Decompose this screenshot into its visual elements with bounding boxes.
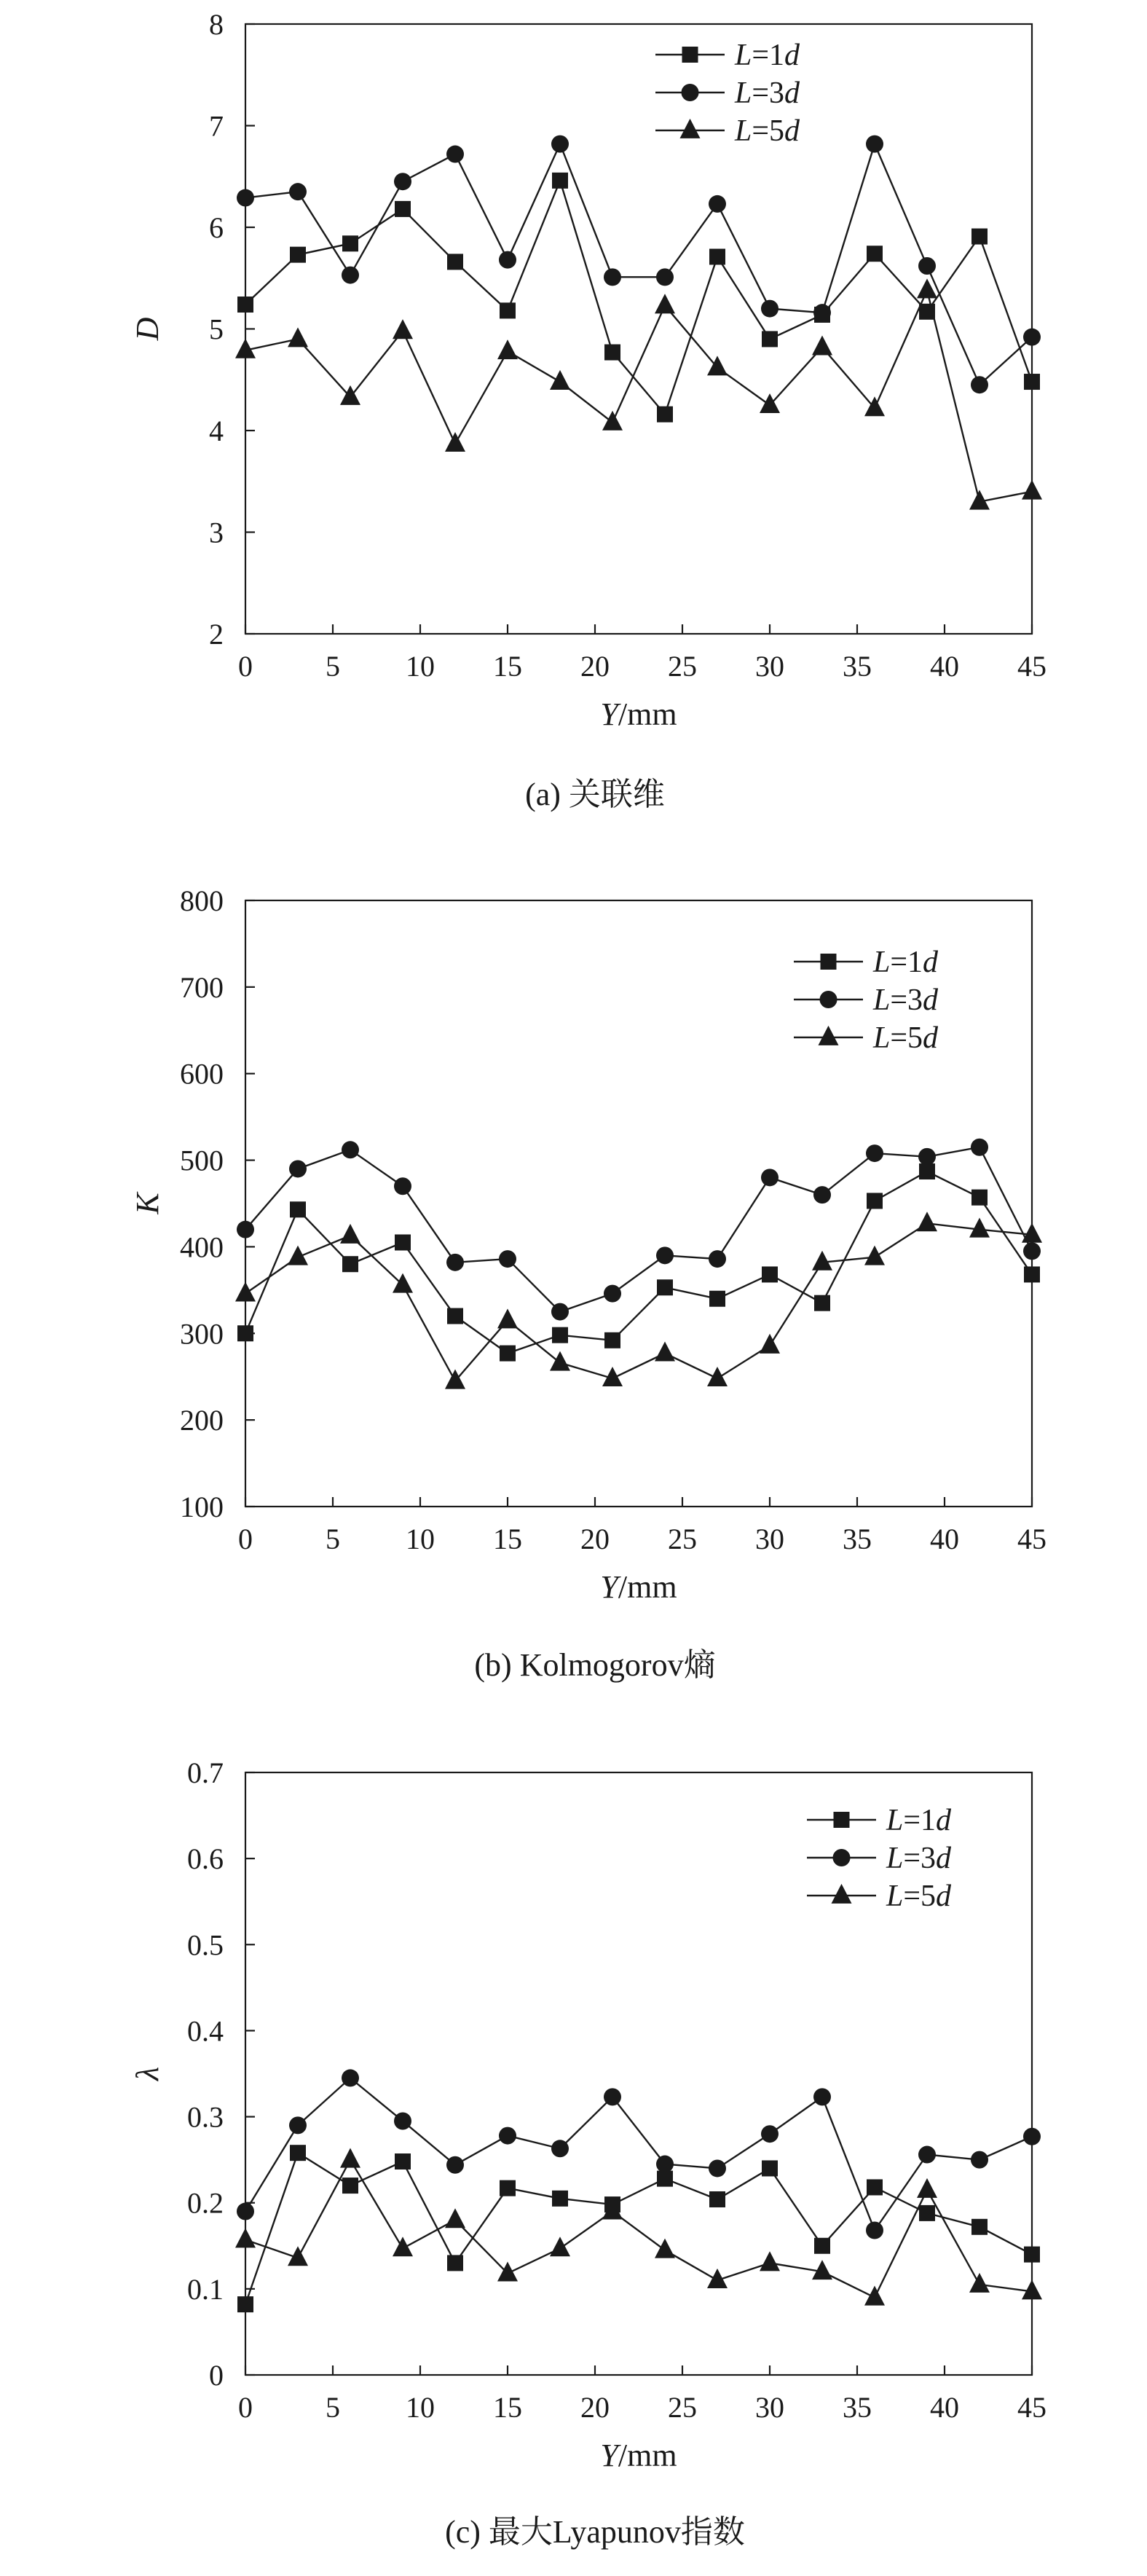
data-point <box>813 1186 831 1203</box>
data-point <box>709 1250 726 1268</box>
data-point <box>814 1295 830 1311</box>
data-point <box>289 1160 307 1177</box>
y-axis-title: λ <box>130 2066 165 2081</box>
data-point <box>656 1246 674 1264</box>
data-point <box>288 327 308 347</box>
x-tick-label: 40 <box>930 650 959 683</box>
legend-label: L=3d <box>886 1842 952 1875</box>
chart-caption: (b) Kolmogorov熵 <box>474 1647 716 1683</box>
data-point <box>551 2140 569 2157</box>
y-tick-label: 6 <box>209 211 224 244</box>
data-point <box>290 247 306 263</box>
series-square <box>237 2145 1040 2312</box>
chart-caption: (a) 关联维 <box>525 777 665 812</box>
x-tick-label: 25 <box>668 650 697 683</box>
data-point <box>866 136 883 153</box>
series-square <box>237 1163 1040 1362</box>
data-point <box>971 376 988 393</box>
data-point <box>762 331 778 347</box>
series-line <box>245 144 1032 385</box>
data-point <box>235 2228 256 2247</box>
y-tick-label: 3 <box>209 516 224 549</box>
data-point <box>552 1327 568 1343</box>
y-tick-label: 5 <box>209 313 224 346</box>
y-axis-title: K <box>130 1193 165 1214</box>
data-point <box>500 2180 516 2196</box>
data-point <box>394 1177 411 1195</box>
legend <box>807 1804 952 1913</box>
data-point <box>602 411 623 431</box>
x-tick-label: 40 <box>930 1523 959 1555</box>
x-tick-label: 20 <box>580 1523 610 1555</box>
data-point <box>1023 1242 1041 1260</box>
data-point <box>289 2116 307 2134</box>
data-point <box>393 1273 413 1293</box>
data-point <box>446 146 464 163</box>
y-axis-title: D <box>130 317 165 341</box>
data-point <box>866 1144 883 1162</box>
data-point <box>655 2239 675 2258</box>
y-tick-label: 0.1 <box>187 2272 224 2306</box>
data-point <box>446 2156 464 2174</box>
data-point <box>500 1346 516 1362</box>
data-point <box>500 302 516 318</box>
data-point <box>550 2237 570 2256</box>
y-tick-label: 0.4 <box>187 2014 224 2048</box>
data-point <box>393 2237 413 2256</box>
data-point <box>550 1351 570 1371</box>
x-tick-label: 10 <box>406 1523 435 1555</box>
data-point <box>918 2146 936 2164</box>
legend-marker <box>832 1884 852 1904</box>
y-tick-label: 0.3 <box>187 2100 224 2134</box>
data-point <box>1022 1223 1042 1243</box>
data-point <box>552 2191 568 2207</box>
data-point <box>918 257 936 275</box>
chart-panel-1 <box>130 8 1047 812</box>
data-point <box>237 1221 254 1238</box>
data-point <box>445 432 465 452</box>
data-point <box>1024 374 1040 390</box>
data-point <box>342 267 359 284</box>
legend-marker <box>682 84 699 101</box>
data-point <box>237 2296 253 2312</box>
data-point <box>497 339 518 359</box>
data-point <box>497 2261 518 2281</box>
x-tick-label: 45 <box>1017 650 1047 683</box>
data-point <box>447 2255 463 2271</box>
data-point <box>1023 329 1041 346</box>
chart-caption: (c) 最大Lyapunov指数 <box>445 2514 745 2550</box>
data-point <box>340 1224 360 1244</box>
legend-marker <box>834 1812 850 1828</box>
x-tick-label: 30 <box>755 2391 784 2424</box>
data-point <box>1023 2128 1041 2145</box>
data-point <box>812 1251 832 1271</box>
series-line <box>245 2153 1032 2304</box>
data-point <box>290 2145 306 2161</box>
y-tick-label: 0.2 <box>187 2186 224 2220</box>
data-point <box>604 1332 620 1348</box>
data-point <box>709 2159 726 2177</box>
data-point <box>604 268 621 286</box>
y-tick-label: 2 <box>209 618 224 651</box>
x-axis-title: Y/mm <box>600 1569 677 1605</box>
data-point <box>761 1169 779 1186</box>
y-tick-label: 7 <box>209 109 224 143</box>
data-point <box>655 1342 675 1362</box>
y-tick-label: 200 <box>180 1404 224 1437</box>
data-point <box>657 407 673 423</box>
y-tick-label: 100 <box>180 1491 224 1523</box>
data-point <box>550 370 570 390</box>
data-point <box>604 1285 621 1303</box>
data-point <box>393 319 413 339</box>
plot-frame <box>245 24 1032 634</box>
data-point <box>814 2238 830 2254</box>
data-point <box>656 268 674 286</box>
y-tick-label: 4 <box>209 415 224 447</box>
y-tick-label: 0 <box>209 2359 224 2392</box>
data-point <box>604 2088 621 2105</box>
legend-marker <box>833 1849 851 1866</box>
data-point <box>237 1325 253 1341</box>
data-point <box>867 246 883 262</box>
data-point <box>971 2219 988 2235</box>
data-point <box>342 2069 359 2086</box>
y-tick-label: 700 <box>180 970 224 1004</box>
data-point <box>394 173 411 190</box>
data-point <box>551 136 569 153</box>
x-tick-label: 10 <box>406 650 435 683</box>
data-point <box>971 1139 988 1156</box>
x-tick-label: 30 <box>755 650 784 683</box>
data-point <box>918 1148 936 1166</box>
legend-marker <box>820 991 837 1008</box>
data-point <box>395 1234 411 1250</box>
series-line <box>245 1223 1032 1381</box>
legend-label: L=5d <box>886 1880 952 1913</box>
legend-marker <box>680 119 701 138</box>
x-axis-title: Y/mm <box>600 696 677 732</box>
x-tick-label: 15 <box>493 1523 522 1555</box>
data-point <box>969 2273 990 2293</box>
chart-panel-3 <box>130 1756 1047 2550</box>
data-point <box>499 2127 516 2145</box>
data-point <box>237 189 254 207</box>
legend-label: L=5d <box>873 1021 939 1055</box>
data-point <box>971 2151 988 2169</box>
data-point <box>761 2125 779 2143</box>
x-tick-label: 0 <box>238 1523 253 1555</box>
y-tick-label: 800 <box>180 884 224 917</box>
series-line <box>245 1147 1032 1312</box>
data-point <box>762 1266 778 1282</box>
data-point <box>867 1193 883 1209</box>
y-tick-label: 500 <box>180 1144 224 1177</box>
data-point <box>864 2286 885 2306</box>
data-point <box>709 1291 725 1307</box>
data-point <box>342 1256 358 1272</box>
data-point <box>552 173 568 189</box>
x-tick-label: 20 <box>580 2391 610 2424</box>
x-tick-label: 35 <box>843 650 872 683</box>
x-tick-label: 30 <box>755 1523 784 1555</box>
legend-label: L=5d <box>735 114 800 148</box>
data-point <box>395 2153 411 2169</box>
data-point <box>342 2178 358 2194</box>
chart-panel-2 <box>130 884 1047 1683</box>
x-axis-title: Y/mm <box>600 2438 677 2473</box>
data-point <box>340 2148 360 2168</box>
data-point <box>919 1163 935 1179</box>
data-point <box>237 2203 254 2220</box>
legend-label: L=1d <box>735 39 800 72</box>
x-tick-label: 45 <box>1017 1523 1047 1555</box>
data-point <box>709 2191 725 2207</box>
x-tick-label: 25 <box>668 2391 697 2424</box>
legend-label: L=1d <box>873 946 939 979</box>
data-point <box>235 1281 256 1301</box>
data-point <box>445 2208 465 2228</box>
data-point <box>971 1190 988 1206</box>
x-tick-label: 35 <box>843 2391 872 2424</box>
series-line <box>245 2160 1032 2298</box>
data-point <box>288 1246 308 1265</box>
data-point <box>1024 2247 1040 2263</box>
data-point <box>447 254 463 270</box>
data-point <box>707 1367 728 1386</box>
data-point <box>709 195 726 213</box>
data-point <box>604 345 620 361</box>
legend <box>655 39 800 148</box>
data-point <box>866 2222 883 2239</box>
legend-marker <box>819 1026 839 1045</box>
data-point <box>1022 2279 1042 2299</box>
data-point <box>395 201 411 217</box>
x-tick-label: 15 <box>493 650 522 683</box>
y-tick-label: 8 <box>209 8 224 41</box>
series-line <box>245 1171 1032 1354</box>
x-tick-label: 0 <box>238 2391 253 2424</box>
x-tick-label: 5 <box>326 650 340 683</box>
x-tick-label: 0 <box>238 650 253 683</box>
data-point <box>497 1308 518 1328</box>
data-point <box>813 304 831 321</box>
data-point <box>1022 480 1042 500</box>
x-tick-label: 15 <box>493 2391 522 2424</box>
data-point <box>761 300 779 318</box>
data-point <box>762 2160 778 2176</box>
data-point <box>447 1308 463 1324</box>
data-point <box>917 2178 937 2198</box>
data-point <box>499 1250 516 1268</box>
series-line <box>245 290 1032 501</box>
y-tick-label: 600 <box>180 1057 224 1091</box>
series-triangle <box>235 1212 1042 1389</box>
data-point <box>919 2205 935 2221</box>
x-tick-label: 45 <box>1017 2391 1047 2424</box>
legend-label: L=1d <box>886 1804 952 1837</box>
x-tick-label: 5 <box>326 2391 340 2424</box>
data-point <box>867 2179 883 2195</box>
data-point <box>971 229 988 245</box>
data-point <box>760 2251 780 2271</box>
data-point <box>760 1334 780 1354</box>
data-point <box>655 294 675 313</box>
y-tick-label: 0.6 <box>187 1842 224 1876</box>
data-point <box>917 1212 937 1231</box>
y-tick-label: 0.5 <box>187 1928 224 1962</box>
data-point <box>290 1201 306 1217</box>
legend-marker <box>682 47 698 63</box>
series-triangle <box>235 2148 1042 2306</box>
legend <box>794 946 939 1055</box>
data-point <box>446 1254 464 1271</box>
data-point <box>289 183 307 200</box>
data-point <box>657 1279 673 1295</box>
legend-label: L=3d <box>735 76 800 110</box>
data-point <box>551 1303 569 1321</box>
data-point <box>709 248 725 264</box>
data-point <box>813 2088 831 2105</box>
x-tick-label: 25 <box>668 1523 697 1555</box>
legend-marker <box>821 954 837 970</box>
x-tick-label: 10 <box>406 2391 435 2424</box>
data-point <box>499 251 516 269</box>
y-tick-label: 300 <box>180 1317 224 1351</box>
x-tick-label: 20 <box>580 650 610 683</box>
data-point <box>969 1218 990 1238</box>
x-tick-label: 5 <box>326 1523 340 1555</box>
x-tick-label: 40 <box>930 2391 959 2424</box>
x-tick-label: 35 <box>843 1523 872 1555</box>
data-point <box>1024 1266 1040 1282</box>
legend-label: L=3d <box>873 983 939 1017</box>
series-circle <box>237 136 1041 394</box>
data-point <box>342 1141 359 1158</box>
data-point <box>342 235 358 251</box>
data-point <box>237 297 253 313</box>
data-point <box>812 335 832 355</box>
data-point <box>656 2156 674 2173</box>
data-point <box>657 2171 673 2187</box>
y-tick-label: 400 <box>180 1230 224 1264</box>
y-tick-label: 0.7 <box>187 1756 224 1789</box>
data-point <box>394 2112 411 2129</box>
data-point <box>864 1246 885 1265</box>
